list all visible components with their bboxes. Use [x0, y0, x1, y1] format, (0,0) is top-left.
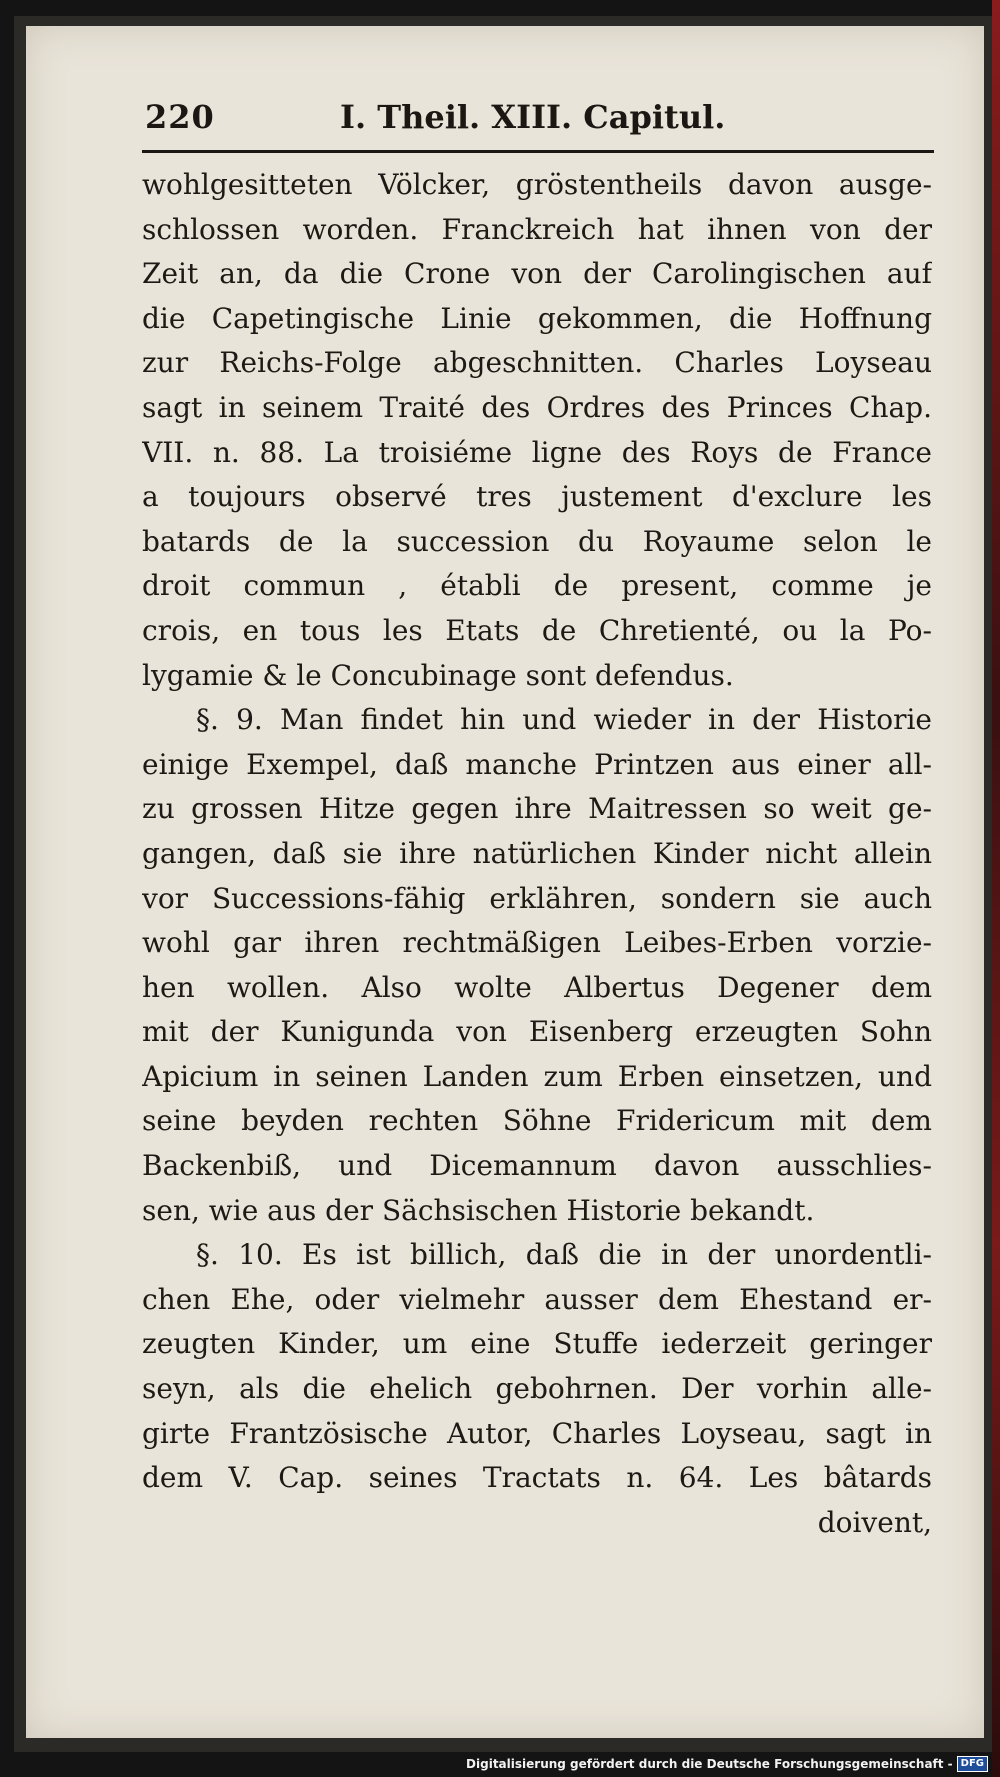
text-line: a toujours observé tres justement d'exclure les: [142, 480, 932, 514]
text-line: zur Reichs-Folge abgeschnitten. Charles Loyseau: [142, 346, 932, 380]
text-line: Apicium in seinen Landen zum Erben einsetzen, und: [142, 1059, 932, 1093]
text-line: zu grossen Hitze gegen ihre Maitressen so weit ge-: [142, 792, 932, 826]
text-line: crois, en tous les Etats de Chretienté, ou la Po-: [142, 613, 932, 647]
text-line: wohlgesitteten Völcker, gröstentheils davon ausge-: [142, 168, 932, 201]
text-line: vor Successions-fähig erklähren, sondern sie auch: [142, 881, 932, 915]
text-line: chen Ehe, oder vielmehr ausser dem Ehestand er-: [142, 1282, 932, 1316]
book-edge: [992, 0, 1000, 1777]
text-line: schlossen worden. Franckreich hat ihnen von der: [142, 212, 932, 246]
text-line: seyn, als die ehelich gebohrnen. Der vorhin alle-: [142, 1372, 932, 1406]
text-line: sen, wie aus der Sächsischen Historie bekandt.: [142, 1193, 815, 1227]
text-line: seine beyden rechten Söhne Fridericum mit dem: [142, 1104, 932, 1138]
paragraph-start-line: §. 10. Es ist billich, daß die in der unordentli-: [196, 1238, 932, 1272]
text-line: die Capetingische Linie gekommen, die Hoffnung: [142, 301, 932, 335]
text-line: gangen, daß sie ihre natürlichen Kinder nicht allein: [142, 836, 932, 870]
page-header: [145, 98, 935, 144]
funding-credit: Digitalisierung gefördert durch die Deutsche Forschungsgemeinschaft -: [466, 1757, 953, 1771]
text-line: einige Exempel, daß manche Printzen aus einer all-: [142, 747, 932, 781]
text-line: sagt in seinem Traité des Ordres des Princes Chap.: [142, 390, 932, 424]
body-text: [142, 163, 932, 1545]
catchword: doivent,: [817, 1505, 932, 1539]
header-rule: [142, 150, 934, 153]
dfg-logo: DFG: [957, 1756, 988, 1772]
text-line: dem V. Cap. seines Tractats n. 64. Les bâtards: [142, 1461, 932, 1495]
text-line: girte Frantzösische Autor, Charles Loyseau, sagt in: [142, 1416, 932, 1450]
text-line: droit commun , établi de present, comme je: [142, 569, 932, 603]
text-line: Backenbiß, und Dicemannum davon ausschlies-: [142, 1149, 932, 1183]
text-line: hen wollen. Also wolte Albertus Degener dem: [142, 970, 932, 1004]
text-line: wohl gar ihren rechtmäßigen Leibes-Erben vorzie-: [142, 926, 932, 960]
text-line: VII. n. 88. La troisiéme ligne des Roys de France: [142, 435, 932, 469]
text-line: batards de la succession du Royaume selon le: [142, 524, 932, 558]
paragraph-start-line: §. 9. Man findet hin und wieder in der Historie: [196, 703, 932, 737]
text-line: Zeit an, da die Crone von der Carolingischen auf: [142, 257, 932, 291]
digitization-footer: [466, 1754, 988, 1774]
text-line: zeugten Kinder, um eine Stuffe iederzeit geringer: [142, 1327, 932, 1361]
text-line: mit der Kunigunda von Eisenberg erzeugten Sohn: [142, 1015, 932, 1049]
text-line: lygamie & le Concubinage sont defendus.: [142, 658, 734, 692]
page-number: 220: [145, 98, 215, 136]
running-head: I. Theil. XIII. Capitul.: [340, 98, 726, 136]
